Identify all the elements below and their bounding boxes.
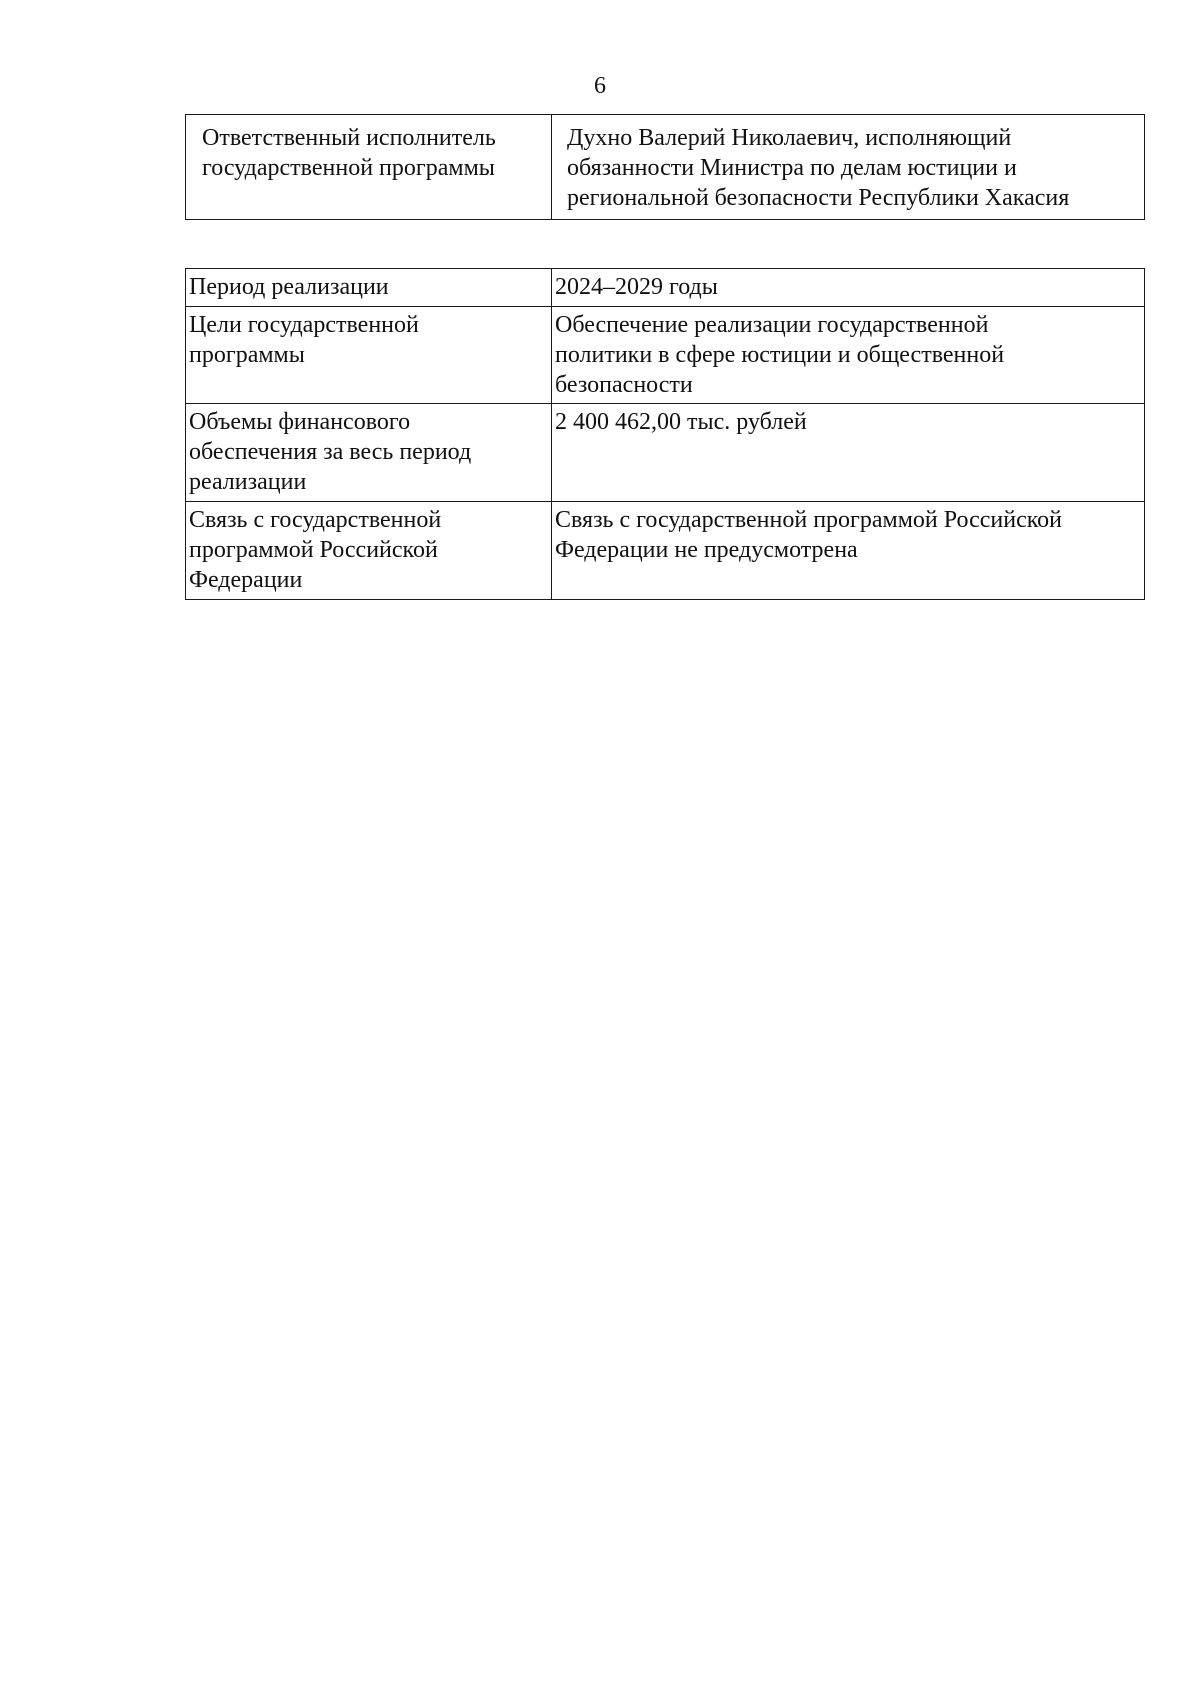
executor-label-cell — [186, 115, 552, 220]
federal-program-link-value: Связь с государственной программой Российской Федерации не предусмотрена — [555, 507, 1063, 563]
federal-program-link-label: Связь с государственной программой Российской Федерации — [189, 507, 442, 593]
row-value-cell — [552, 307, 1145, 404]
program-passport-table — [185, 268, 1145, 600]
executor-value-cell — [552, 115, 1145, 220]
page-number: 6 — [594, 73, 606, 99]
table-row — [186, 404, 1145, 502]
row-label-cell — [186, 502, 552, 600]
table-row — [186, 502, 1145, 600]
row-label-cell — [186, 269, 552, 307]
row-value-cell — [552, 269, 1145, 307]
executor-label: Ответственный исполнитель государственной программы — [202, 125, 496, 181]
responsible-executor-table — [185, 114, 1145, 220]
funding-volume-value: 2 400 462,00 тыс. рублей — [555, 409, 807, 435]
table-row — [186, 307, 1145, 404]
row-label-cell — [186, 404, 552, 502]
row-label-cell — [186, 307, 552, 404]
executor-value: Духно Валерий Николаевич, исполняющий обязанности Министра по делам юстиции и региональной безопасности Республики Хакасия — [567, 125, 1070, 211]
table-row — [186, 115, 1145, 220]
implementation-period-label: Период реализации — [189, 274, 389, 300]
program-goals-label: Цели государственной программы — [189, 312, 419, 368]
funding-volume-label: Объемы финансового обеспечения за весь период реализации — [189, 409, 472, 495]
row-value-cell — [552, 502, 1145, 600]
implementation-period-value: 2024–2029 годы — [555, 274, 718, 300]
program-goals-value: Обеспечение реализации государственной политики в сфере юстиции и общественной безопасности — [555, 312, 1005, 398]
row-value-cell — [552, 404, 1145, 502]
table-row — [186, 269, 1145, 307]
